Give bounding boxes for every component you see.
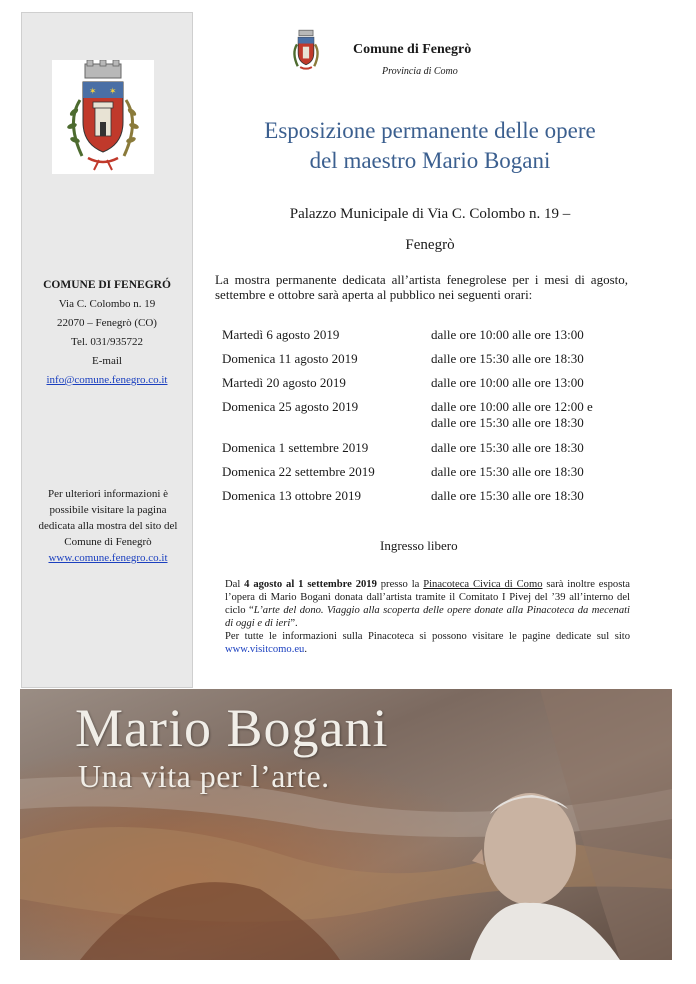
contact-email-link[interactable]: info@comune.fenegro.co.it — [46, 374, 168, 386]
note-text: ”. — [290, 618, 298, 629]
contact-title: COMUNE DI FENEGRÓ — [43, 279, 171, 291]
contact-email-label: E-mail — [92, 355, 122, 367]
schedule-time: dalle ore 15:30 alle ore 18:30 — [431, 464, 584, 479]
schedule-row — [222, 399, 632, 440]
contact-block — [22, 276, 192, 390]
venue-line-2: Fenegrò — [405, 237, 455, 253]
title-line-1: Esposizione permanente delle opere — [264, 118, 596, 143]
note-cycle-title: L’arte del dono. Viaggio alla scoperta delle opere donate alla Pinacoteca da mecenati di oggi e di ieri — [225, 605, 630, 629]
schedule-date: Martedì 20 agosto 2019 — [222, 375, 346, 390]
schedule-date: Domenica 1 settembre 2019 — [222, 440, 369, 455]
note-text: Per tutte le informazioni sulla Pinacoteca si possono visitare le pagine dedicate sul sito — [225, 631, 630, 642]
page-title — [200, 116, 660, 176]
banner-image — [20, 689, 672, 960]
schedule-row — [222, 327, 632, 351]
svg-text:✶: ✶ — [109, 86, 117, 96]
venue-line-1: Palazzo Municipale di Via C. Colombo n. 19 – — [289, 206, 571, 222]
banner-subtitle: Una vita per l’arte. — [78, 758, 330, 794]
schedule-time: dalle ore 15:30 alle ore 18:30 — [431, 488, 584, 503]
visitcomo-link[interactable]: www.visitcomo.eu — [225, 644, 305, 655]
schedule-date: Domenica 11 agosto 2019 — [222, 351, 358, 366]
schedule-time: dalle ore 10:00 alle ore 13:00 — [431, 327, 584, 342]
schedule-date: Domenica 22 settembre 2019 — [222, 464, 375, 479]
schedule-time-2: dalle ore 15:30 alle ore 18:30 — [431, 415, 584, 430]
schedule-time: dalle ore 10:00 alle ore 12:00 e — [431, 399, 593, 414]
schedule-row — [222, 351, 632, 375]
schedule-row — [222, 440, 632, 464]
schedule-time: dalle ore 10:00 alle ore 13:00 — [431, 375, 584, 390]
venue — [205, 199, 655, 261]
pinacoteca-note — [225, 578, 630, 656]
pinacoteca-link[interactable]: Pinacoteca Civica di Como — [423, 579, 543, 590]
note-dates: 4 agosto al 1 settembre 2019 — [244, 579, 377, 590]
schedule-date: Domenica 13 ottobre 2019 — [222, 488, 361, 503]
contact-city: 22070 – Fenegrò (CO) — [57, 317, 157, 329]
note-text: presso la — [376, 579, 424, 590]
coat-of-arms-icon — [286, 26, 326, 76]
note-text: sarà inoltre esposta l’opera di Mario Bogani donata dall’artista tramite il Comitato I Pivej del ’39 all’interno del ciclo “ — [225, 579, 630, 616]
schedule-time: dalle ore 15:30 alle ore 18:30 — [431, 440, 584, 455]
provincia-name: Provincia di Como — [382, 66, 458, 77]
comune-name: Comune di Fenegrò — [353, 42, 472, 57]
note-text: . — [304, 644, 308, 655]
schedule-row — [222, 375, 632, 399]
contact-phone: Tel. 031/935722 — [71, 336, 143, 348]
schedule-row — [222, 488, 632, 512]
note-text: Dal — [225, 579, 245, 590]
title-line-2: del maestro Mario Bogani — [309, 148, 551, 173]
svg-text:✶: ✶ — [89, 86, 97, 96]
sidebar — [21, 12, 193, 688]
intro-text: La mostra permanente dedicata all’artista fenegrolese per i mesi di agosto, settembre e ottobre sarà aperta al pubblico nei seguenti orari: — [215, 272, 628, 302]
schedule-row — [222, 464, 632, 488]
coat-of-arms-icon — [52, 60, 154, 174]
schedule-table — [222, 327, 632, 512]
comune-website-link[interactable]: www.comune.fenegro.co.it — [48, 552, 168, 564]
more-info-block — [30, 486, 186, 566]
more-info-text: Per ulteriori informazioni è possibile visitare la pagina dedicata alla mostra del sito del Comune di Fenegrò — [38, 488, 178, 548]
schedule-date: Martedì 6 agosto 2019 — [222, 327, 340, 342]
schedule-date: Domenica 25 agosto 2019 — [222, 399, 359, 414]
free-entry: Ingresso libero — [380, 538, 458, 553]
schedule-time: dalle ore 15:30 alle ore 18:30 — [431, 351, 584, 366]
contact-address: Via C. Colombo n. 19 — [58, 298, 156, 310]
banner-title: Mario Bogani — [75, 698, 389, 758]
